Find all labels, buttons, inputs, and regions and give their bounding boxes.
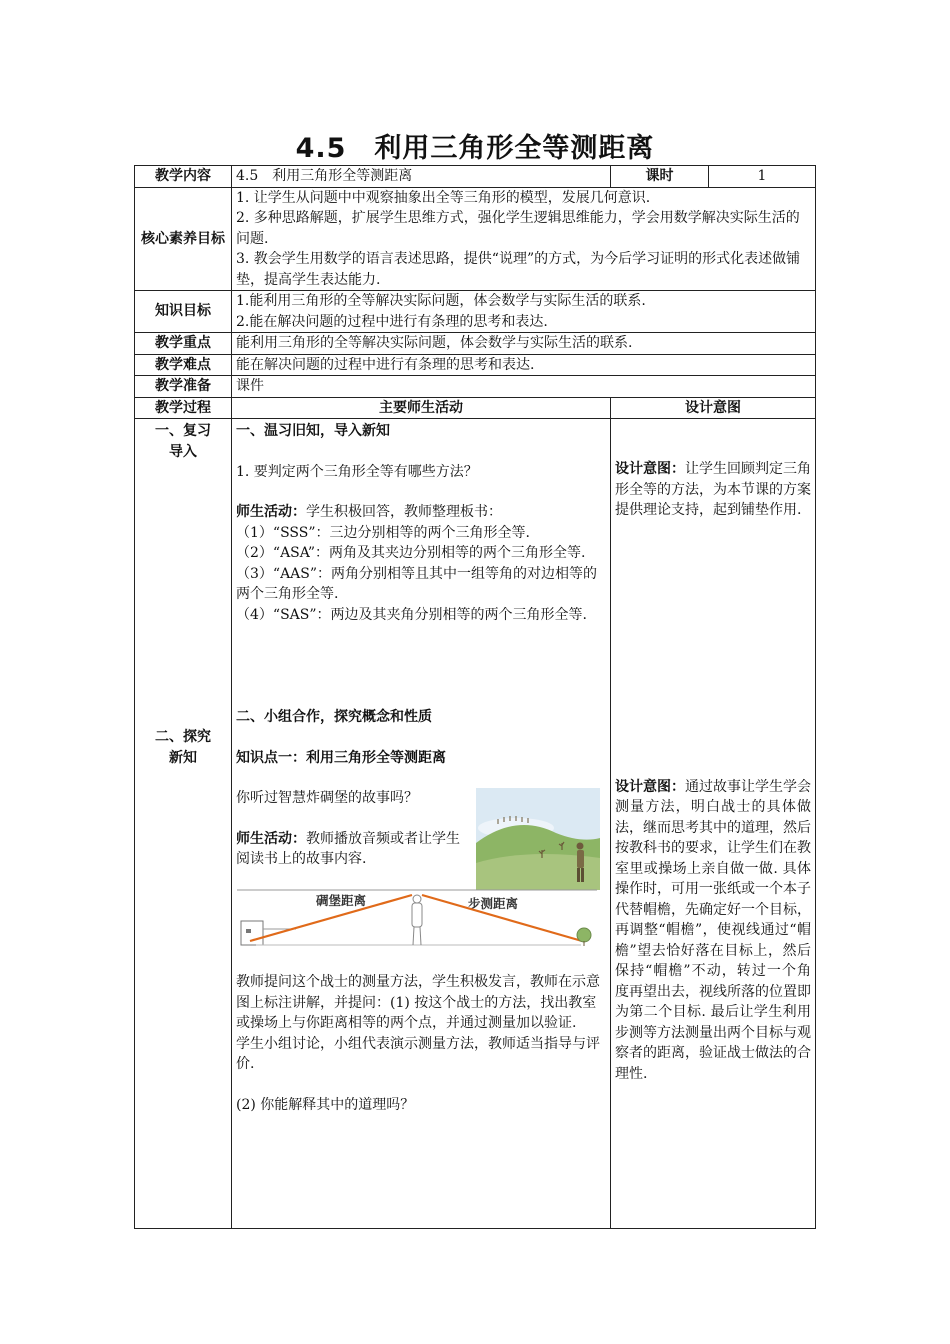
- row-knowledge: [135, 291, 816, 333]
- prep-value: 课件: [232, 376, 816, 398]
- period-value: 1: [709, 166, 816, 188]
- design-cell: [611, 419, 816, 1229]
- knowledge-goal-1: 1.能利用三角形的全等解决实际问题，体会数学与实际生活的联系.: [236, 293, 646, 309]
- row-process-header: [135, 397, 816, 419]
- key-value: 能利用三角形的全等解决实际问题，体会数学与实际生活的联系.: [232, 333, 816, 355]
- row-process: [135, 419, 816, 1229]
- question-2: (2) 你能解释其中的道理吗？: [236, 1096, 415, 1113]
- design-label-2: 设计意图：: [615, 778, 686, 795]
- core-goal-2: 2. 多种思路解题，扩展学生思维方式，强化学生逻辑思维能力，学会用数学解决实际生活的问题.: [236, 210, 800, 247]
- story-instruction: 教师播放音频或者让学生阅读书上的故事内容.: [236, 830, 460, 867]
- section-2-title: 二、小组合作，探究概念和性质: [236, 709, 432, 725]
- diagram-label-steps: 步测距离: [468, 896, 519, 911]
- criterion-sss: （1）“SSS”：三边分别相等的两个三角形全等.: [236, 524, 530, 541]
- criterion-sas: （4）“SAS”：两边及其夹角分别相等的两个三角形全等.: [236, 606, 587, 623]
- target-tree-icon: [577, 928, 591, 946]
- story-question: 你听过智慧炸碉堡的故事吗？: [236, 790, 418, 806]
- question-1: 1. 要判定两个三角形全等有哪些方法？: [236, 463, 478, 480]
- label-key: 教学重点: [135, 333, 232, 355]
- bunker-icon: [241, 921, 296, 945]
- core-goals: [232, 187, 816, 291]
- stages-cell: [135, 419, 232, 1229]
- diagram-label-bunker: 碉堡距离: [316, 893, 367, 908]
- stage-1: 一、复习导入: [155, 423, 211, 460]
- criterion-asa: （2）“ASA”：两角及其夹边分别相等的两个三角形全等.: [236, 545, 586, 561]
- knowledge-goals: [232, 291, 816, 333]
- design-text-2: 通过故事让学生学会测量方法，明白战士的具体做法，继而思考其中的道理，然后按教科书的要求，让学生们在教室里或操场上亲自做一做. 具体操作时，可用一张纸或一个本子代替帽檐，先确定好一个目标，再调整“帽檐”，使视线通过“帽檐”望去恰好落在目标上，然后保持“帽檐”不动，转过一个角度再望出去，视线所落的位置即为第二个目标. 最后让学生利用步测等方法测量出两个目标与观察者的距离，验证战士做法的合理性.: [615, 778, 812, 1082]
- soldier-outline: [412, 895, 422, 945]
- stage-2: 二、探究新知: [155, 729, 211, 766]
- row-key: [135, 333, 816, 355]
- label-knowledge: 知识目标: [135, 291, 232, 333]
- row-core: [135, 187, 816, 291]
- criterion-aas: （3）“AAS”：两角分别相等且其中一组等角的对边相等的两个三角形全等.: [236, 565, 598, 602]
- section-1-title: 一、温习旧知，导入新知: [236, 423, 390, 439]
- knowledge-point-1: 知识点一：利用三角形全等测距离: [236, 749, 446, 766]
- label-activities: 主要师生活动: [232, 397, 611, 419]
- design-intent-1: [615, 459, 811, 521]
- teacher-text: 学生积极回答，教师整理板书：: [306, 504, 502, 520]
- design-text-1: 让学生回顾判定三角形全等的方法，为本节课的方案提供理论支持，起到铺垫作用.: [615, 461, 812, 518]
- measurement-diagram: [236, 889, 598, 949]
- teacher-activity-2: [236, 829, 466, 870]
- knowledge-goal-2: 2.能在解决问题的过程中进行有条理的思考和表达.: [236, 313, 548, 330]
- label-core: 核心素养目标: [135, 187, 232, 291]
- design-label-1: 设计意图：: [615, 461, 686, 477]
- teacher-question-paragraph: 教师提问这个战士的测量方法，学生积极发言，教师在示意图上标注讲解，并提问：(1) 按这个战士的方法，找出教室或操场上与你距离相等的两个点，并通过测量加以验证.: [236, 974, 600, 1031]
- difficulty-value: 能在解决问题的过程中进行有条理的思考和表达.: [232, 354, 816, 376]
- core-goal-1: 1. 让学生从问题中中观察抽象出全等三角形的模型，发展几何意识.: [236, 189, 651, 206]
- row-prep: [135, 376, 816, 398]
- lesson-plan-table: [134, 165, 816, 1229]
- teacher-label-2: 师生活动：: [236, 830, 306, 847]
- row-content: [135, 166, 816, 188]
- label-period: 课时: [611, 166, 709, 188]
- row-difficulty: [135, 354, 816, 376]
- page-title: 4.5 利用三角形全等测距离: [295, 133, 655, 164]
- label-prep: 教学准备: [135, 376, 232, 398]
- story-text-block: [236, 788, 466, 870]
- teacher-label: 师生活动：: [236, 504, 306, 520]
- activities-cell: [232, 419, 611, 1229]
- label-difficulty: 教学难点: [135, 354, 232, 376]
- design-intent-2: [615, 777, 811, 1085]
- label-process: 教学过程: [135, 397, 232, 419]
- group-discussion-paragraph: 学生小组讨论，小组代表演示测量方法，教师适当指导与评价.: [236, 1035, 600, 1072]
- label-design: 设计意图: [611, 397, 816, 419]
- label-content: 教学内容: [135, 166, 232, 188]
- landscape-illustration: [476, 788, 600, 890]
- story-block: [236, 788, 606, 972]
- content-value: 4.5 利用三角形全等测距离: [232, 166, 611, 188]
- core-goal-3: 3. 教会学生用数学的语言表述思路，提供“说理”的方式，为今后学习证明的形式化表述做铺垫，提高学生表达能力.: [236, 251, 801, 288]
- teacher-activity-1: [236, 502, 606, 523]
